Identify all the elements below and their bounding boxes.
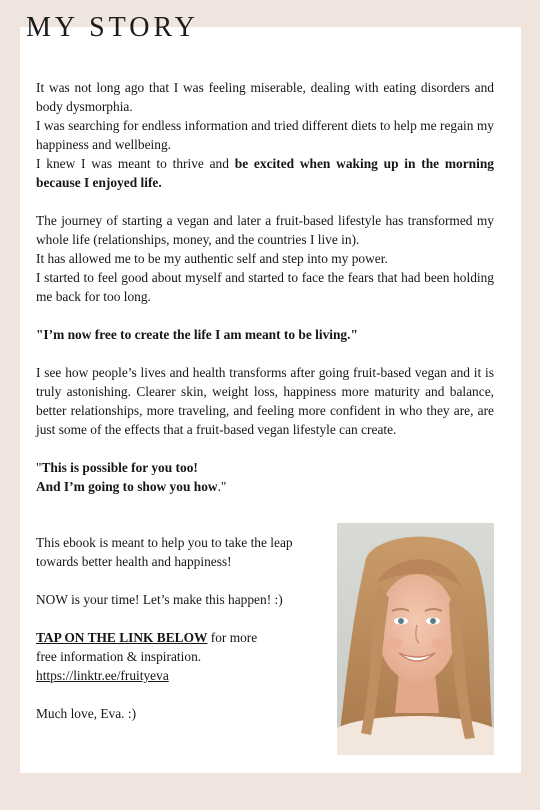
signoff: Much love, Eva. :) <box>36 706 137 721</box>
story-paragraph-2 <box>36 211 494 306</box>
story-paragraph-4 <box>36 458 494 496</box>
story-paragraph-3: I see how people’s lives and health transforms after going fruit-based vegan and it is truly astonishing. Clearer skin, weight loss, happiness more maturity and balance, better relationships, more traveling, and feeling more confident in who they are, are just some of the effects that a fruit-based vegan lifestyle can create. <box>36 365 494 437</box>
author-photo <box>337 523 494 755</box>
quote-mark: ." <box>217 479 227 494</box>
cta-link-paragraph <box>36 628 326 685</box>
story-text: It was not long ago that I was feeling miserable, dealing with eating disorders and body dysmorphia. <box>36 80 494 114</box>
story-paragraph-1 <box>36 78 494 192</box>
linktree-link[interactable]: https://linktr.ee/fruityeva <box>36 668 169 683</box>
cta-section <box>36 533 326 742</box>
page-title: MY STORY <box>26 12 199 43</box>
story-quote <box>36 325 494 344</box>
story-section <box>36 78 494 496</box>
cta-paragraph: This ebook is meant to help you to take the leap towards better health and happiness! <box>36 535 293 569</box>
story-emphasis: This is possible for you too! <box>41 460 198 475</box>
story-emphasis: be excited when waking up in the morning because I enjoyed life. <box>36 156 494 190</box>
cta-text: free information & inspiration. <box>36 649 202 664</box>
cta-paragraph: NOW is your time! Let’s make this happen! :) <box>36 592 283 607</box>
tap-link[interactable]: TAP ON THE LINK BELOW <box>36 630 208 645</box>
quote-text: "I’m now free to create the life I am meant to be living." <box>36 327 358 342</box>
cta-text: for more <box>207 630 258 645</box>
portrait-image <box>337 523 494 755</box>
story-text: The journey of starting a vegan and later a fruit-based lifestyle has transformed my whole life (relationships, money, and the countries I live in). <box>36 213 494 247</box>
quote-mark: " <box>36 460 42 475</box>
story-text: It has allowed me to be my authentic self and step into my power. <box>36 251 388 266</box>
story-text: I knew I was meant to thrive and <box>36 156 235 171</box>
story-text: I was searching for endless information and tried different diets to help me regain my happiness and wellbeing. <box>36 118 494 152</box>
story-text: I started to feel good about myself and started to face the fears that had been holding me back for too long. <box>36 270 494 304</box>
story-emphasis: And I’m going to show you how <box>36 479 218 494</box>
